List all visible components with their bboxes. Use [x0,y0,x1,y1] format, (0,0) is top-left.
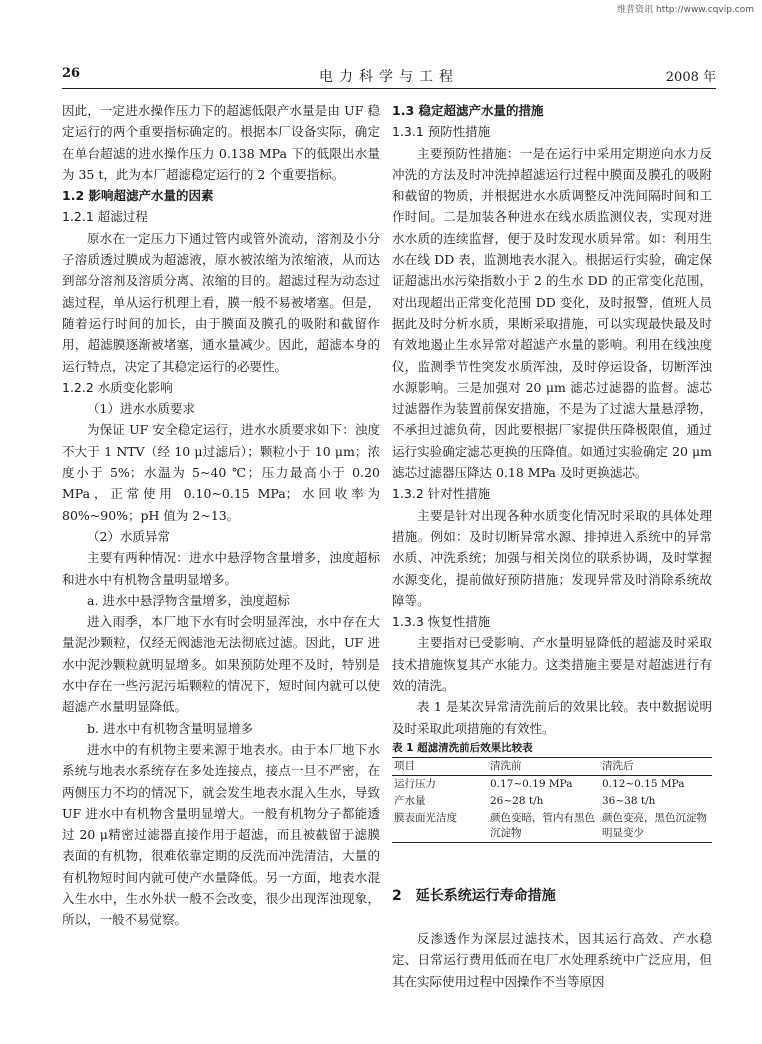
section-heading-2 [392,885,712,905]
subheading: （2）水质异常 [87,528,170,544]
table-cell: 颜色变亮，黑色沉淀物明显变少 [600,810,712,843]
table-cell: 运行压力 [394,777,436,790]
subheading: b. 进水中有机物含量明显增多 [87,720,253,736]
left-column [62,100,380,931]
paragraph: 主要预防性措施：一是在运行中采用定期逆向水力反冲洗的方法及时冲洗掉超滤运行过程中膜面及膜孔的吸附和截留的物质，并根据进水水质调整反冲洗间隔时间和工作时间。二是加装各种进水在线水质监测仪表，实现对进水水质的连续监督，便于及时发现水质异常。如：利用生水在线 DD 表，监测地表水混入。根据运行实验，确定保证超滤出水污染指数小于 2 的生水 DD 的正常变化范围，对出现超出正常变化范围 DD 变化，及时报警，值班人员据此及时分析水质，果断采取措施，可以实现最快最及时有效地遏止生水异常对超滤产水量的影响。利用在线浊度仪，监测季节性突发水质浑浊，及时停运设备，切断浑浊水源影响。三是加强对 20 μm 滤芯过滤器的监督。滤芯过滤器作为装置前保安措施，不是为了过滤大量悬浮物，不承担过滤负荷，因此要根据厂家提供压降极限值，通过运行实验确定滤芯更换的压降值。如通过实验确定 20 μm 滤芯过滤器压降达 0.18 MPa 及时更换滤芯。 [392,145,712,481]
table-row [392,775,712,793]
section-heading-1-3: 1.3 稳定超滤产水量的措施 [392,103,544,118]
table-cell: 产水量 [394,794,426,807]
table-cell: 膜表面光洁度 [392,810,488,843]
table-cell: 36~38 t/h [602,794,656,807]
watermark: 维普资讯 http://www.cqvip.com [617,5,754,15]
table-header-cell: 清洗前 [488,757,600,775]
paragraph: 因此，一定进水操作压力下的超滤低限产水量是由 UF 稳定运行的两个重要指标确定的。根据本厂设备实际，确定在单台超滤的进水操作压力 0.138 MPa 下的低限出水量为 35 t，此为本厂超滤稳定运行的 2 个重要指标。 [62,103,380,182]
section-heading-1-3-2: 1.3.2 针对性措施 [392,486,491,502]
table-row [392,793,712,810]
section-heading-1-2-1: 1.2.1 超滤过程 [62,209,148,225]
right-column [392,100,712,843]
section-heading-1-3-3: 1.3.3 恢复性措施 [392,614,491,630]
header-rule [62,88,716,89]
table-row [392,810,712,843]
section-heading-1-2: 1.2 影响超滤产水量的因素 [62,188,214,204]
table-header-cell: 项目 [392,757,488,775]
table-cell: 0.12~0.15 MPa [602,777,685,790]
section-heading-1-3-1: 1.3.1 预防性措施 [392,124,491,140]
journal-year: 2008 年 [665,70,716,85]
paragraph: 反渗透作为深层过滤技术，因其运行高效、产水稳定、日常运行费用低而在电厂水处理系统中广泛应用，但其在实际使用过程中因操作不当等原因 [392,931,712,989]
subheading: a. 进水中悬浮物含量增多，浊度超标 [87,592,290,608]
table-title: 表 1 超滤清洗前后效果比较表 [392,741,533,754]
paragraph: 进水中的有机物主要来源于地表水。由于本厂地下水系统与地表水系统存在多处连接点，接点一旦不严密，在两侧压力不均的情况下，就会发生地表水混入生水，导致 UF 进水中有机物含量明显增大。一般有机物分子都能透过 20 μ精密过滤器直接作用于超滤，而且被截留于滤膜表面的有机物，很难依靠定期的反洗而冲洗清洁，大量的有机物短时间内就可使产水量降低。另一方面，地表水混入生水中，生水外状一般不会改变，很少出现浑浊现象，所以，一般不易觉察。 [62,741,380,928]
paragraph: 主要指对已受影响、产水量明显降低的超滤及时采取技术措施恢复其产水能力。这类措施主要是对超滤进行有效的清洗。 [392,635,712,694]
table-header-row [392,757,712,775]
paragraph: 表 1 是某次异常清洗前后的效果比较。表中数据说明及时采取此项措施的有效性。 [392,699,712,736]
page-header [62,66,716,86]
table-header-cell: 清洗后 [600,757,712,775]
paragraph: 进入雨季，本厂地下水有时会明显浑浊，水中存在大量泥沙颗粒，仅经无阀滤池无法彻底过滤。因此，UF 进水中泥沙颗粒就明显增多。如果预防处理不及时，特别是水中存在一些污泥污垢颗粒的情况下，短时间内就可以使超滤产水量明显降低。 [62,614,380,715]
comparison-table [392,757,712,843]
section-heading-1-2-2: 1.2.2 水质变化影响 [62,379,173,395]
paragraph: 主要是针对出现各种水质变化情况时采取的具体处理措施。例如：及时切断异常水源、排掉进入系统中的异常水质、冲洗系统；加强与相关岗位的联系协调，及时掌握水源变化，提前做好预防措施；发现异常及时消除系统故障等。 [392,507,712,608]
subheading: （1）进水水质要求 [87,401,195,417]
section-title: 延长系统运行寿命措施 [415,888,556,904]
table-cell: 0.17~0.19 MPa [490,777,573,790]
table-cell: 颜色变暗，管内有黑色沉淀物 [488,810,600,843]
section-number: 2 [392,888,402,904]
table-cell: 26~28 t/h [490,794,544,807]
journal-title: 电力科学与工程 [319,69,459,85]
paragraph: 主要有两种情况：进水中悬浮物含量增多，浊度超标和进水中有机物含量明显增多。 [62,550,380,587]
paragraph: 原水在一定压力下通过管内或管外流动，溶剂及小分子溶质透过膜成为超滤液，原水被浓缩为浓缩液，从而达到部分溶剂及溶质分离、浓缩的目的。超滤过程为动态过滤过程，单从运行机理上看，膜一般不易被堵塞。但是，随着运行时间的加长，由于膜面及膜孔的吸附和截留作用，超滤膜逐渐被堵塞，通水量减少。因此，超滤本身的运行特点，决定了其稳定运行的必要性。 [62,230,380,374]
paragraph: 为保证 UF 安全稳定运行，进水水质要求如下：浊度不大于 1 NTV（经 10 μ过滤后）；颗粒小于 10 μm；浓度小于 5%；水温为 5~40 ℃；压力最高小于 0.20 MPa，正常使用 0.10~0.15 MPa；水回收率为 80%~90%；pH 值为 2~13。 [62,422,380,523]
page-number: 26 [62,66,81,81]
